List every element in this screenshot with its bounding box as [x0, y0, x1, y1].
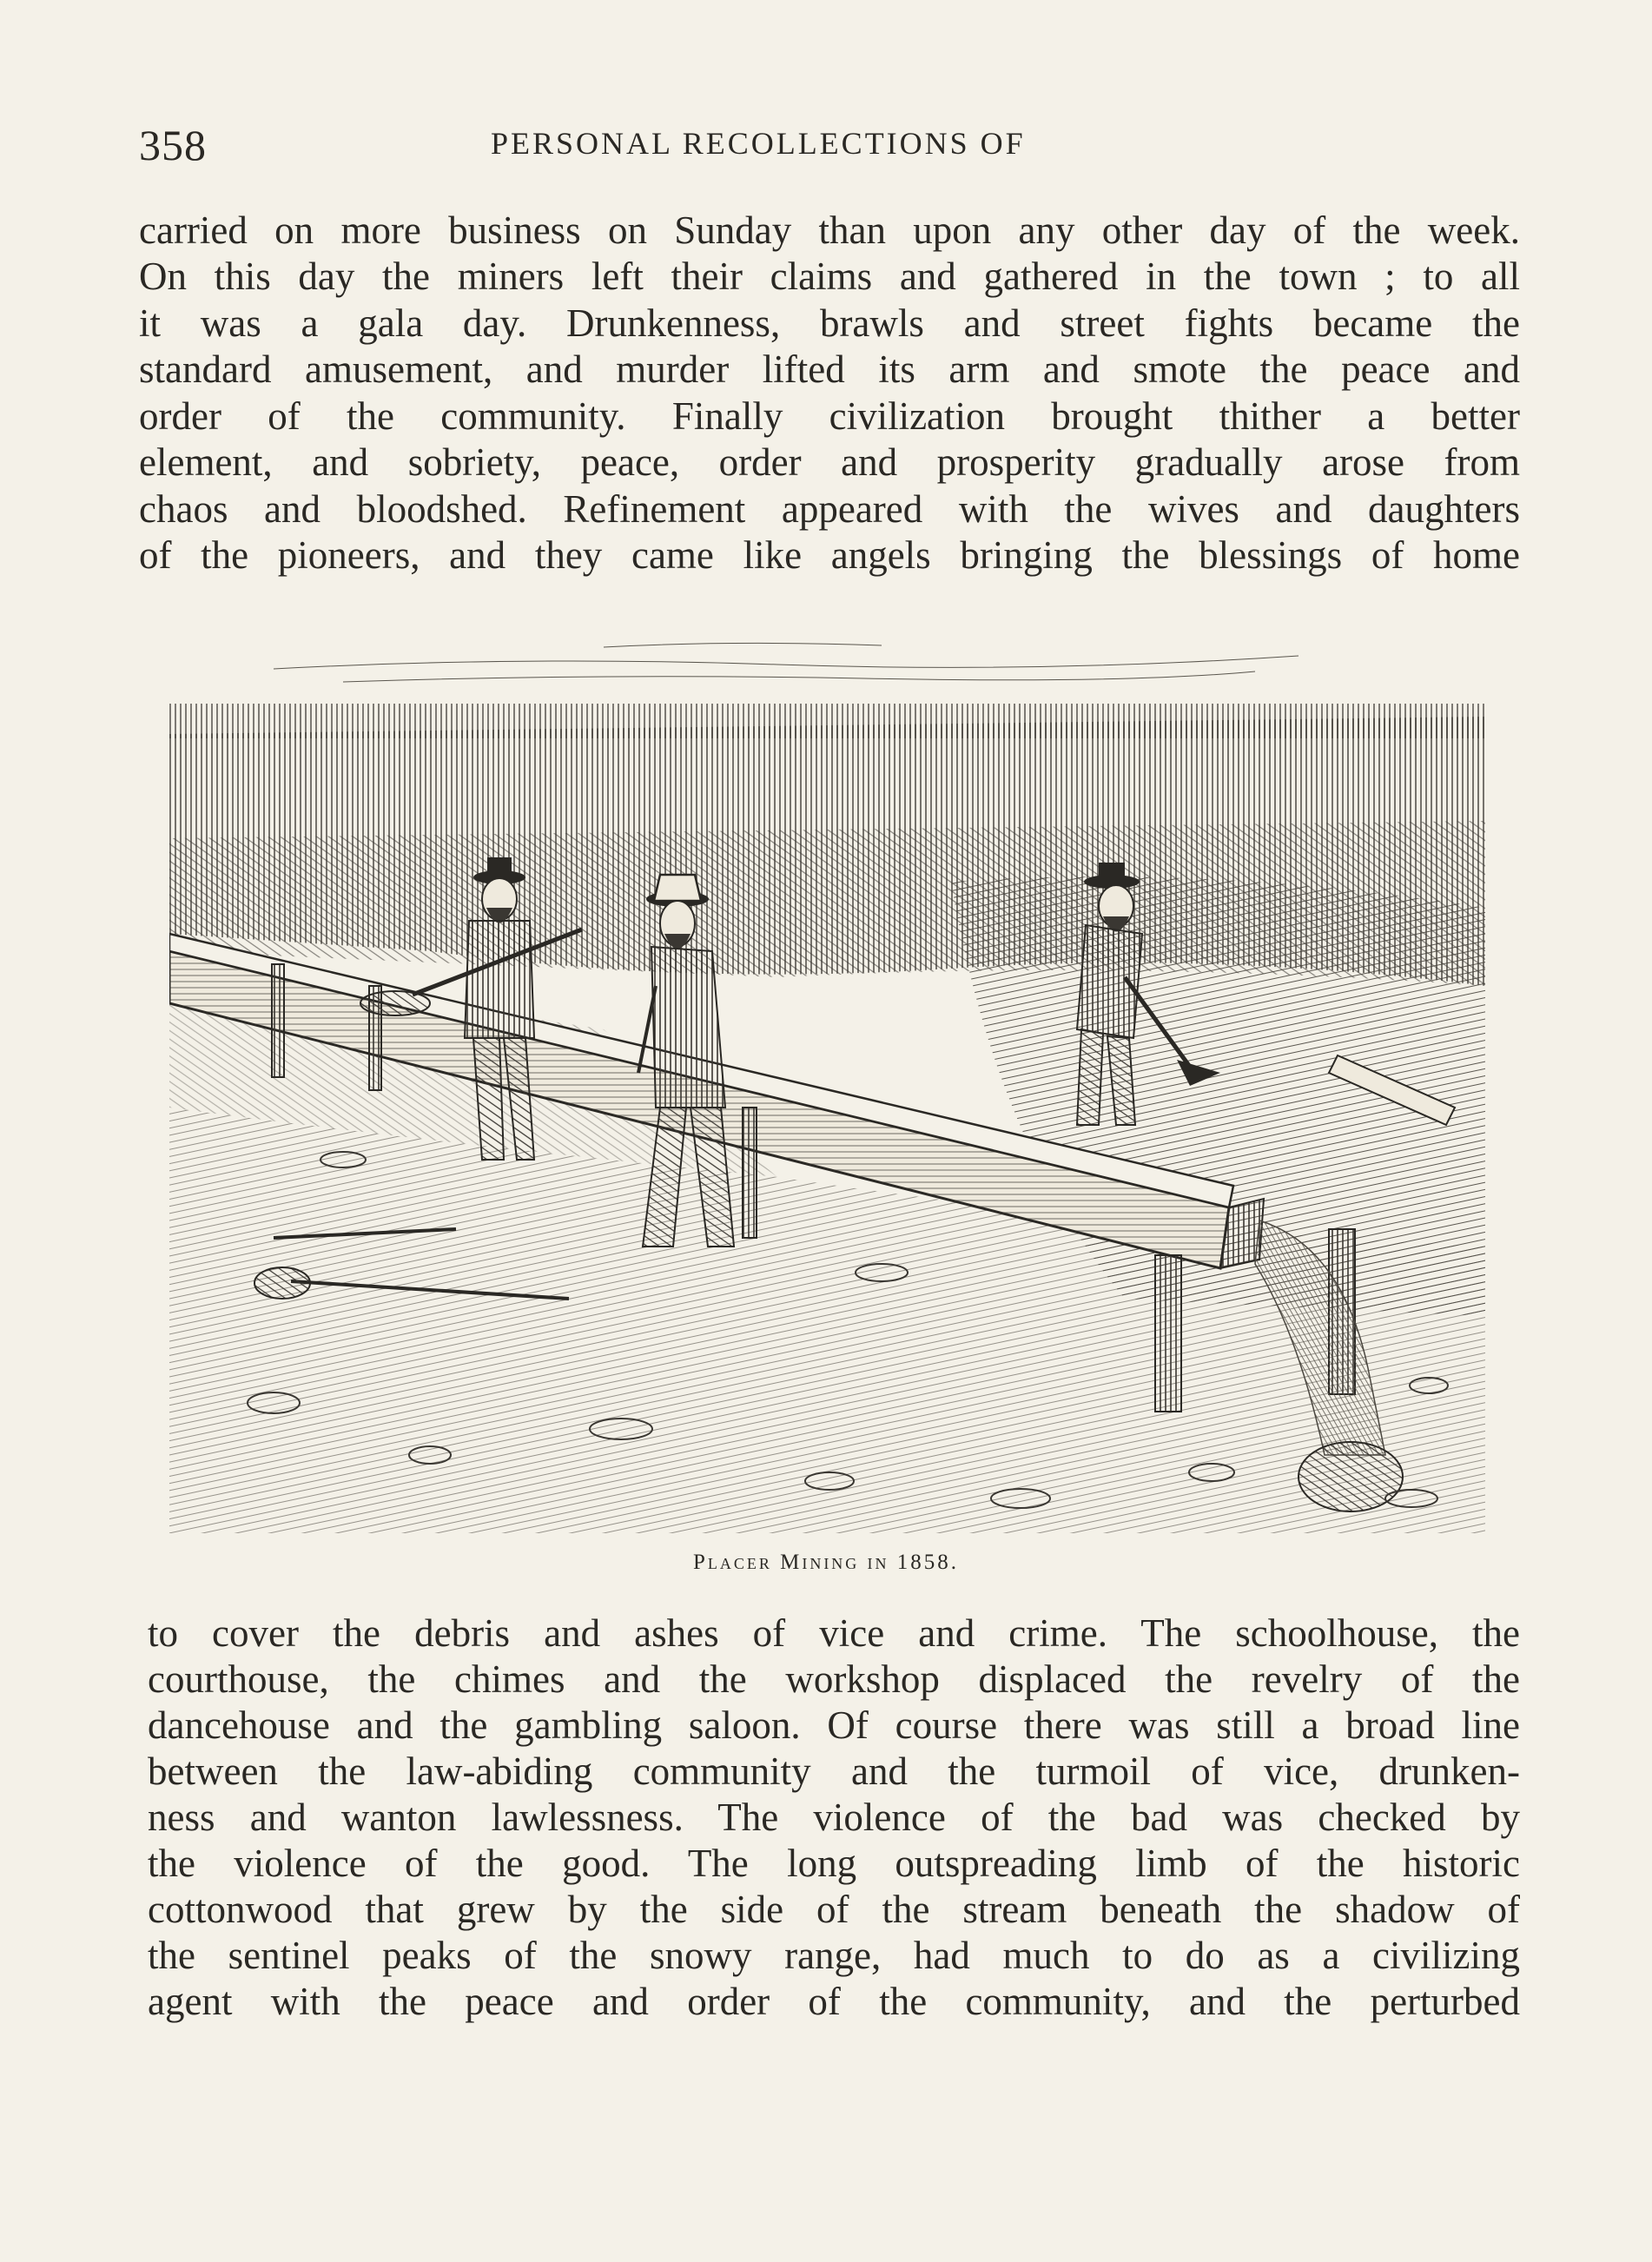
- placer-mining-illustration: [169, 621, 1485, 1533]
- bottom-paragraph-line: agent with the peace and order of the community, and the perturbed: [148, 1980, 1520, 2023]
- bottom-paragraph-line: between the law-abiding community and the turmoil of vice, drunken-: [148, 1749, 1520, 1793]
- top-paragraph-line: standard amusement, and murder lifted its arm and smote the peace and: [139, 347, 1520, 391]
- top-paragraph-line: chaos and bloodshed. Refinement appeared with the wives and daughters: [139, 487, 1520, 531]
- top-paragraph-line: element, and sobriety, peace, order and prosperity gradually arose from: [139, 440, 1520, 484]
- bottom-paragraph-line: courthouse, the chimes and the workshop displaced the revelry of the: [148, 1657, 1520, 1701]
- bottom-paragraph-line: dancehouse and the gambling saloon. Of course there was still a broad line: [148, 1703, 1520, 1747]
- bottom-paragraph-line: the violence of the good. The long outspreading limb of the historic: [148, 1842, 1520, 1885]
- running-head: [139, 120, 1520, 172]
- page-number: 358: [139, 121, 207, 169]
- top-paragraph-line: order of the community. Finally civilization brought thither a better: [139, 394, 1520, 438]
- figure-caption: Placer Mining in 1858.: [692, 1551, 960, 1574]
- sky-strokes: [274, 643, 1298, 682]
- top-paragraph-line: carried on more business on Sunday than upon any other day of the week.: [139, 208, 1520, 252]
- top-paragraph-line: of the pioneers, and they came like angels bringing the blessings of home: [139, 533, 1520, 577]
- bottom-paragraph-line: cottonwood that grew by the side of the stream beneath the shadow of: [148, 1888, 1520, 1931]
- bottom-paragraph-line: to cover the debris and ashes of vice and crime. The schoolhouse, the: [148, 1611, 1520, 1655]
- top-paragraph-line: On this day the miners left their claims and gathered in the town ; to all: [139, 255, 1520, 298]
- bottom-paragraph-line: ness and wanton lawlessness. The violence of the bad was checked by: [148, 1796, 1520, 1839]
- running-title: PERSONAL RECOLLECTIONS OF: [491, 126, 1026, 161]
- top-paragraph-line: it was a gala day. Drunkenness, brawls and street fights became the: [139, 301, 1520, 345]
- bottom-paragraph-line: the sentinel peaks of the snowy range, had much to do as a civilizing: [148, 1934, 1520, 1977]
